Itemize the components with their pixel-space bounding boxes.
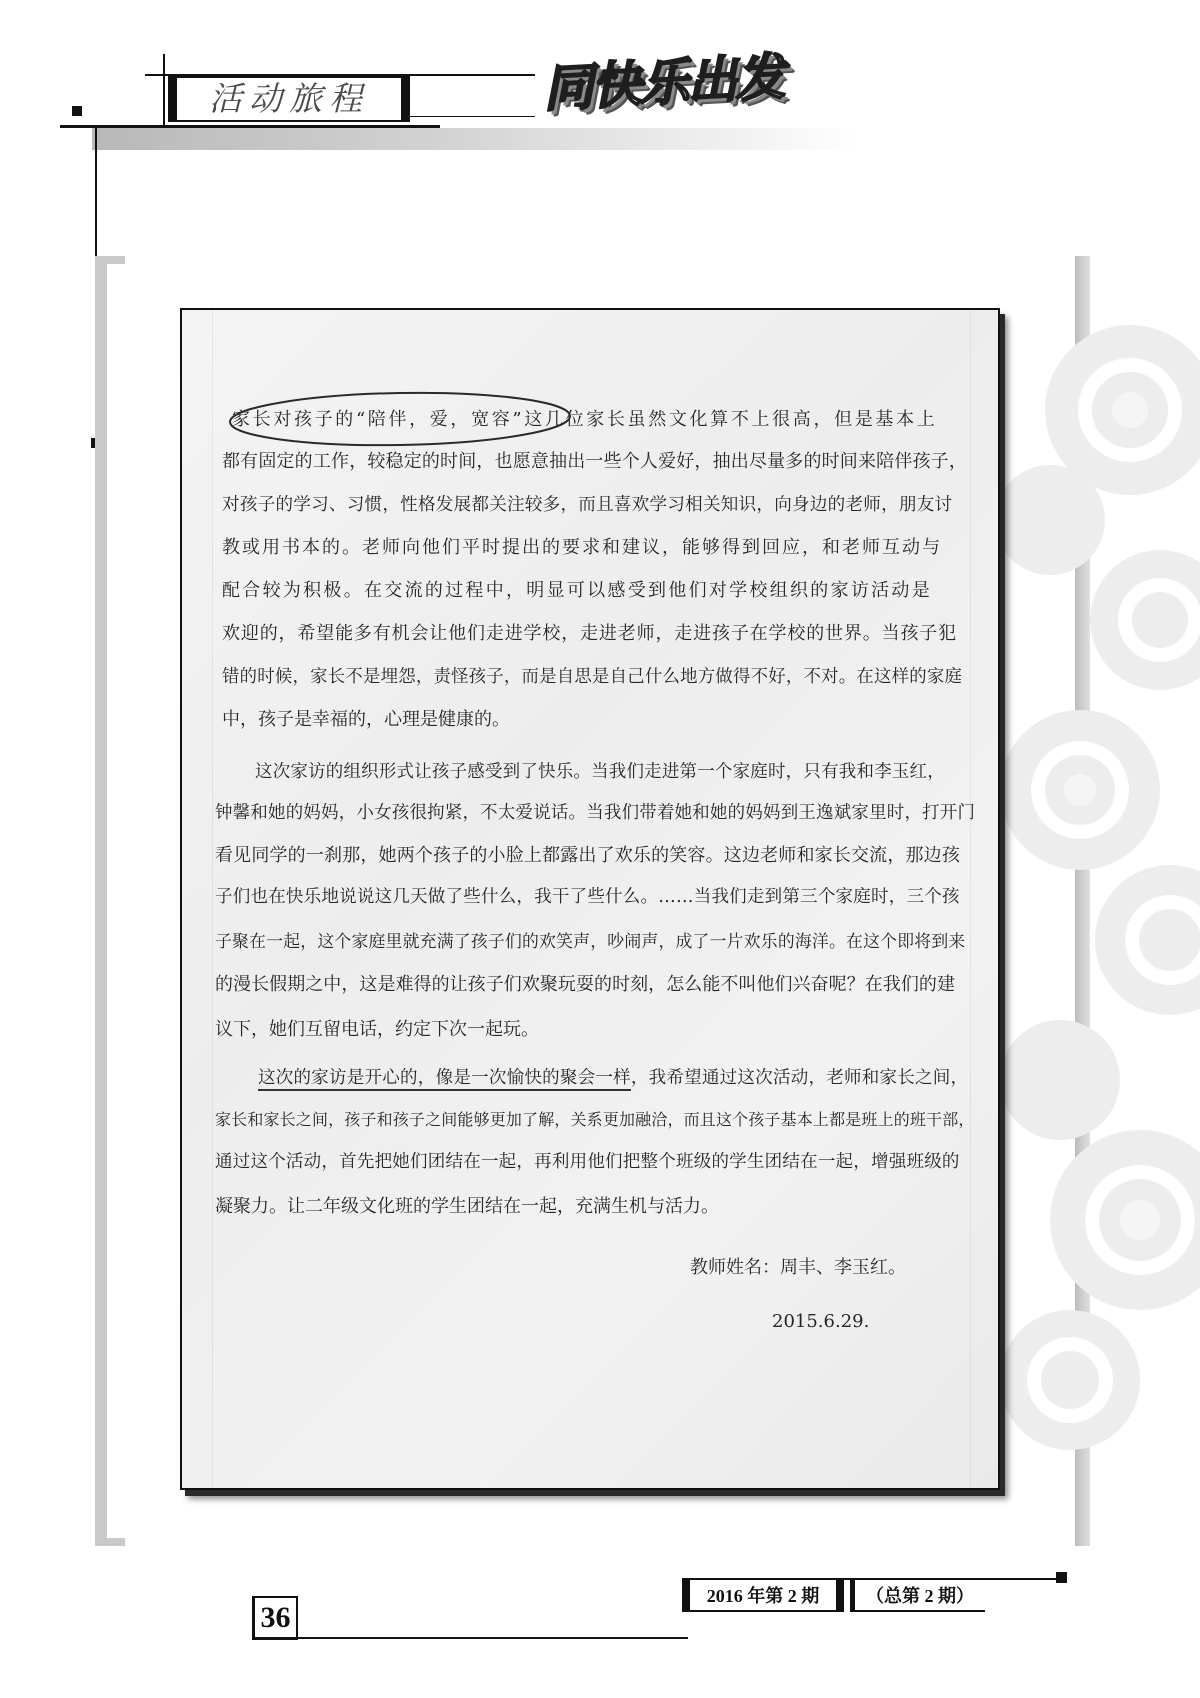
handdrawn-circle <box>222 386 578 452</box>
letter-line-text: 欢迎的，希望能多有机会让他们走进学校，走进老师，走进孩子在学校的世界。当孩子犯 <box>222 623 957 644</box>
letter-line-text: 对孩子的学习、习惯，性格发展都关注较多，而且喜欢学习相关知识，向身边的老师，朋友讨 <box>222 495 953 515</box>
letter-line-text: 凝聚力。让二年级文化班的学生团结在一起，充满生机与活力。 <box>215 1196 719 1217</box>
letter-line <box>222 573 932 609</box>
header-connector-rule <box>410 116 535 117</box>
teacher-signature <box>690 1250 940 1286</box>
letter-line-text: 子们也在快乐地说说这几天做了些什么，我干了些什么。……当我们走到第三个家庭时，三个孩 <box>215 887 960 907</box>
letter-line-text: 议下，她们互留电话，约定下次一起玩。 <box>215 1019 539 1040</box>
letter-date <box>772 1304 902 1340</box>
issue-label: 2016 年第 2 期 <box>682 1580 844 1612</box>
section-title-box <box>168 76 410 122</box>
left-bracket-bottom <box>95 1538 125 1546</box>
section-title: 活动旅程 <box>209 79 369 118</box>
letter-line-text: ，我希望通过这次活动，老师和家长之间， <box>630 1068 969 1088</box>
left-bracket-top <box>95 256 125 264</box>
total-issue-label: （总第 2 期） <box>850 1580 985 1612</box>
letter-line-text: 教或用书本的。老师向他们平时提出的要求和建议，能够得到回应，和老师互动与 <box>222 537 942 558</box>
circled-phrase: 家长对孩子的“陪伴，爱，宽容” <box>232 409 525 430</box>
letter-line <box>222 702 542 738</box>
crop-mark-vertical <box>163 54 165 128</box>
letter-line <box>222 487 952 523</box>
letter-line <box>215 1012 555 1048</box>
letter-line <box>215 923 965 959</box>
letter-line <box>222 530 942 566</box>
letter-line-text: 中，孩子是幸福的，心理是健康的。 <box>222 709 510 730</box>
corner-mark-square <box>72 106 82 116</box>
footer-corner-square <box>1056 1572 1067 1583</box>
header-gray-band <box>92 128 862 150</box>
letter-line <box>222 659 962 695</box>
letter-line <box>215 879 960 915</box>
letter-line <box>215 1189 755 1225</box>
letter-line <box>222 616 957 652</box>
date-text: 2015.6.29. <box>772 1311 870 1332</box>
letter-line <box>215 795 975 831</box>
letter-line-text: 家长和家长之间，孩子和孩子之间能够更加了解，关系更加融洽，而且这个孩子基本上都是班上的班干部， <box>215 1110 975 1129</box>
letter-line-text: 错的时候，家长不是埋怨，责怪孩子，而是自思是自己什么地方做得不好，不对。在这样的家庭 <box>222 667 963 687</box>
underlined-phrase: 这次的家访是开心的， <box>258 1068 436 1091</box>
logo-text: 同快乐出发 <box>541 47 785 119</box>
letter-line-text: 这次家访的组织形式让孩子感受到了快乐。当我们走进第一个家庭时，只有我和李玉红， <box>255 762 945 782</box>
magazine-logo <box>528 40 798 118</box>
letter-line-text: 看见同学的一刹那，她两个孩子的小脸上都露出了欢乐的笑容。这边老师和家长交流，那边孩 <box>215 845 960 866</box>
letter-line-text: 子聚在一起，这个家庭里就充满了孩子们的欢笑声，吵闹声，成了一片欢乐的海洋。在这个即将到来 <box>215 931 966 951</box>
underlined-phrase: 像是一次愉快的聚会一样 <box>436 1068 631 1091</box>
letter-line <box>258 1060 968 1096</box>
letter-line-text: 都有固定的工作，较稳定的时间，也愿意抽出一些个人爱好，抽出尽量多的时间来陪伴孩子， <box>222 451 967 472</box>
letter-line <box>215 1144 960 1180</box>
letter-line-text: 钟馨和她的妈妈，小女孩很拘紧，不太爱说话。当我们带着她和她的妈妈到王逸斌家里时，打开门 <box>215 803 976 823</box>
signature-text: 教师姓名：周丰、李玉红。 <box>690 1257 906 1278</box>
page-number: 36 <box>252 1596 298 1640</box>
letter-line-text: 这几位家长虽然文化算不上很高，但是基本上 <box>524 409 938 430</box>
letter-margin-line-right <box>970 308 971 1490</box>
letter-line-text: 的漫长假期之中，这是难得的让孩子们欢聚玩耍的时刻，怎么能不叫他们兴奋呢？在我们的建 <box>215 974 955 995</box>
letter-line <box>215 967 955 1003</box>
letter-line <box>255 754 945 790</box>
footer-left-rule <box>298 1637 688 1639</box>
letter-line-text: 通过这个活动，首先把她们团结在一起，再利用他们把整个班级的学生团结在一起，增强班级的 <box>215 1152 960 1172</box>
letter-margin-line-left <box>212 308 213 1490</box>
letter-line-text: 配合较为积极。在交流的过程中，明显可以感受到他们对学校组织的家访活动是 <box>222 580 932 601</box>
left-bracket-bar <box>95 256 107 1546</box>
letter-line <box>215 838 960 874</box>
letter-line <box>215 1102 975 1138</box>
